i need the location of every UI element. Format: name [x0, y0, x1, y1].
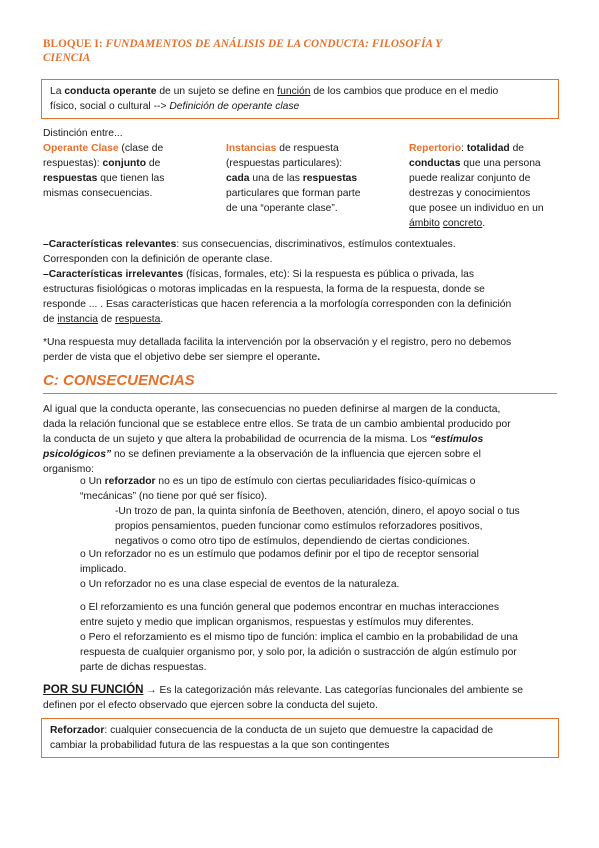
col-bold: cada — [226, 173, 250, 184]
column-operante-clase — [43, 141, 201, 201]
list-item — [80, 600, 557, 630]
distinction-intro: Distinción entre... — [43, 128, 123, 139]
col-text: (clase de — [118, 143, 164, 154]
col-bold: respuestas — [302, 173, 358, 184]
block-title-line2: CIENCIA — [43, 52, 91, 64]
definition-line-2 — [50, 99, 550, 114]
definition-text: de un sujeto se define en — [156, 86, 278, 97]
para-text: o Un — [80, 476, 105, 487]
term-irrelevantes: Características irrelevantes — [48, 269, 184, 280]
list-item — [80, 547, 557, 577]
col-text: una de las — [249, 173, 303, 184]
para-text: Al igual que la conducta operante, las consecuencias no pueden definirse al margen de la conducta, — [43, 404, 501, 415]
para-text: *Una respuesta muy detallada facilita la intervención por la observación y el registro, pero no debemos — [43, 337, 512, 348]
para-underlined: instancia — [57, 314, 98, 325]
block-title-line1: FUNDAMENTOS DE ANÁLISIS DE LA CONDUCTA: FILOSOFÍA Y — [105, 38, 443, 50]
block-title-prefix: BLOQUE I: — [43, 38, 106, 50]
para-text: no es un tipo de estímulo con ciertas peculiaridades físico-químicas o — [155, 476, 476, 487]
term-repertorio: Repertorio — [409, 143, 462, 154]
col-text: que una persona — [460, 158, 541, 169]
characteristics — [43, 237, 557, 327]
para-text: estructuras fisiológicas o motoras implicadas en la respuesta, la forma de la respuesta, donde se — [43, 284, 485, 295]
block-title — [43, 37, 543, 65]
para-text: (físicas, formales, etc): Si la respuesta es pública o privada, las — [183, 269, 474, 280]
para-text: . — [160, 314, 164, 325]
col-text: particulares que forman parte — [226, 188, 361, 199]
col-text: respuestas): — [43, 158, 103, 169]
para-text: Es la categorización más relevante. Las categorías funcionales del ambiente se — [159, 685, 523, 696]
para-text: organismo: — [43, 464, 94, 475]
list-item — [80, 474, 557, 504]
col-underlined: concreto — [442, 218, 483, 229]
col-bold: conjunto — [102, 158, 146, 169]
para-text: negativos o como otro tipo de estímulos, dependiendo de ciertas condiciones. — [115, 536, 470, 547]
col-bold: totalidad — [466, 143, 510, 154]
section-heading: C: CONSECUENCIAS — [43, 371, 557, 394]
para-text: o Un reforzador no es un estímulo que podamos definir por el tipo de receptor sensorial — [80, 549, 479, 560]
term-operante-clase: Operante Clase — [43, 143, 119, 154]
para-text: definen por el efecto observado que ejercen sobre la conducta del sujeto. — [43, 700, 378, 711]
col-text: . — [482, 218, 486, 229]
col-text: puede realizar conjunto de — [409, 173, 531, 184]
para-text: “mecánicas” (no tiene por qué ser físico). — [80, 491, 268, 502]
col-text: de una “operante clase”. — [226, 203, 338, 214]
definition-reference: Definición de operante clase — [169, 101, 300, 112]
para-text: . — [317, 352, 321, 363]
para-text: dada la relación funcional que se establece entre ellos. Se trata de un cambio ambiental producido por — [43, 419, 511, 430]
dash: – — [43, 269, 49, 280]
note — [43, 335, 557, 365]
para-text: de — [97, 314, 116, 325]
term-relevantes: Características relevantes — [48, 239, 177, 250]
para-text: la conducta de un sujeto y que altera la probabilidad de ocurrencia de la misma. Los — [43, 434, 430, 445]
para-text: o Pero el reforzamiento es el mismo tipo de función: implica el cambio en la probabilidad de una — [80, 632, 518, 643]
para-text: entre sujeto y medio que implican organismos, respuestas y estímulos muy diferentes. — [80, 617, 474, 628]
column-repertorio — [409, 141, 561, 231]
definition-box — [41, 79, 559, 119]
para-text: de — [43, 314, 58, 325]
definition-underlined: función — [277, 86, 311, 97]
definition-text: de los cambios que produce en el medio — [310, 86, 499, 97]
dash: – — [43, 239, 49, 250]
col-text: (respuestas particulares): — [226, 158, 343, 169]
definition-term: conducta operante — [64, 86, 157, 97]
para-text: responde ... . Esas características que hacen referencia a la morfología corresponden con la definición — [43, 299, 512, 310]
arrow-right-icon: → — [143, 685, 160, 696]
por-su-funcion — [43, 682, 557, 713]
para-text: : cualquier consecuencia de la conducta de un sujeto que demuestre la capacidad de — [104, 725, 494, 736]
para-text: respuesta de cualquier organismo por, y solo por, la adición o sustracción de algún estímulo por — [80, 647, 517, 658]
para-text: no se definen previamente a la observación de la influencia que ejercen sobre el — [111, 449, 481, 460]
list-subitem — [115, 504, 555, 549]
para-emphasis: psicológicos” — [43, 449, 112, 460]
para-text: : sus consecuencias, discriminativos, estímulos contextuales. — [176, 239, 456, 250]
col-text: de — [509, 143, 525, 154]
col-bold: conductas — [409, 158, 461, 169]
list-item — [80, 630, 557, 675]
col-bold: respuestas — [43, 173, 98, 184]
col-text: de — [146, 158, 161, 169]
para-text: implicado. — [80, 564, 127, 575]
para-text: cambiar la probabilidad futura de las respuestas a la que son contingentes — [50, 740, 390, 751]
para-bold: reforzador — [104, 476, 156, 487]
definition-line-1 — [50, 84, 550, 99]
col-text: que posee un individuo en un — [409, 203, 544, 214]
para-emphasis: “estímulos — [429, 434, 484, 445]
col-text: : — [461, 143, 467, 154]
por-su-funcion-title: POR SU FUNCIÓN — [43, 683, 144, 696]
definition-text: físico, social o cultural --> — [50, 101, 170, 112]
term-instancias: Instancias — [226, 143, 277, 154]
list-item — [80, 577, 557, 592]
para-text: parte de dichas respuestas. — [80, 662, 207, 673]
column-instancias — [226, 141, 386, 216]
para-text: -Un trozo de pan, la quinta sinfonía de Beethoven, atención, dinero, el apoyo social o tus — [115, 506, 520, 517]
col-text: de respuesta — [276, 143, 339, 154]
term-reforzador: Reforzador — [50, 725, 105, 736]
consequences-paragraph — [43, 402, 557, 477]
reforzador-box — [41, 718, 559, 758]
col-underlined: ámbito — [409, 218, 440, 229]
para-text: perder de vista que el objetivo debe ser siempre el operante — [43, 352, 318, 363]
para-text: propios pensamientos, pueden funcionar como estímulos reforzadores positivos, — [115, 521, 483, 532]
col-text: destrezas y conocimientos — [409, 188, 531, 199]
para-text: o Un reforzador no es una clase especial de eventos de la naturaleza. — [80, 579, 400, 590]
para-text: Corresponden con la definición de operante clase. — [43, 254, 273, 265]
col-text: que tienen las — [97, 173, 165, 184]
definition-text: La — [50, 86, 65, 97]
para-underlined: respuesta — [115, 314, 161, 325]
para-text: o El reforzamiento es una función general que podemos encontrar en muchas interacciones — [80, 602, 499, 613]
col-text: mismas consecuencias. — [43, 188, 153, 199]
